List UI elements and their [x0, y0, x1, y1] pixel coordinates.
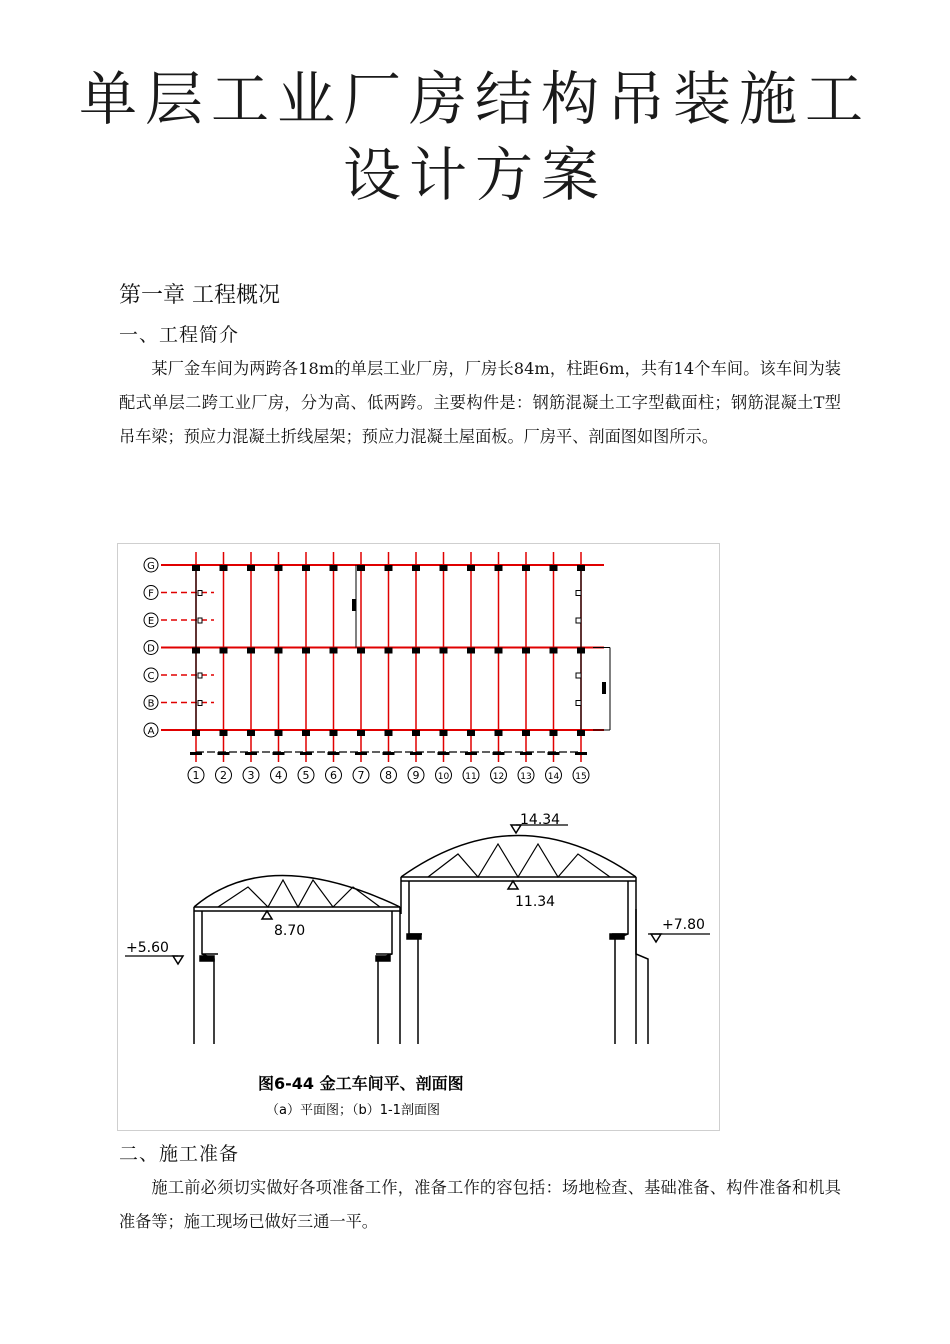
elevation-right-wall-label: +7.80 [662, 917, 705, 933]
plan-column-mark [577, 730, 585, 736]
section-heading-overview: 一、工程简介 [119, 324, 240, 346]
plan-column-mark [440, 565, 448, 571]
plan-column-mark [275, 730, 283, 736]
plan-column-mark [330, 648, 338, 654]
crane-beam-right [610, 934, 624, 939]
plan-view-drawing [144, 552, 610, 783]
low-span-truss-web [218, 880, 380, 907]
plan-column-mark [385, 648, 393, 654]
column-axis-label: 12 [492, 772, 505, 782]
plan-and-section-figure [117, 543, 720, 1131]
column-axis-label: 14 [547, 772, 560, 782]
section-heading-preparation: 二、施工准备 [119, 1143, 240, 1165]
plan-column-mark [247, 648, 255, 654]
preparation-paragraph: 施工前必须切实做好各项准备工作，准备工作的容包括：场地检查、基础准备、构件准备和机具准备等；施工现场已做好三通一平。 [119, 1178, 841, 1231]
column-axis-label: 8 [385, 769, 392, 782]
plan-column-mark [495, 730, 503, 736]
plan-column-mark [275, 648, 283, 654]
plan-column-mark [550, 648, 558, 654]
row-axis-label: F [148, 588, 154, 600]
figure-caption-sub: （a）平面图；（b）1-1剖面图 [266, 1103, 440, 1118]
row-axis-label: E [147, 616, 155, 627]
elevation-low-bottom-label: 8.70 [274, 923, 306, 939]
row-axis-label: C [147, 671, 155, 682]
plan-column-mark [357, 648, 365, 654]
plan-column-mark [330, 565, 338, 571]
plan-column-mark [550, 730, 558, 736]
plan-column-mark [440, 730, 448, 736]
high-span-middle-column [401, 877, 422, 1044]
plan-column-mark [495, 565, 503, 571]
section-cut-mark [602, 682, 606, 694]
plan-column-mark [412, 648, 420, 654]
plan-column-mark [247, 730, 255, 736]
plan-column-mark [302, 565, 310, 571]
crane-beam-middle-right [407, 934, 421, 939]
high-span-right-column [612, 877, 636, 1044]
plan-column-mark [467, 730, 475, 736]
plan-column-mark [550, 565, 558, 571]
column-axis-label: 3 [247, 769, 255, 782]
column-axis-label: 2 [220, 769, 227, 782]
plan-column-mark [440, 648, 448, 654]
row-axis-label: B [147, 698, 155, 710]
high-span-truss-web [428, 844, 610, 877]
document-title-line-2: 设计方案 [342, 141, 607, 209]
column-axis-label: 6 [330, 769, 337, 782]
column-axis-label: 13 [520, 772, 532, 782]
plan-column-mark [412, 730, 420, 736]
row-axis-label: A [147, 726, 155, 737]
figure-caption-main: 图6-44 金工车间平、剖面图 [258, 1074, 464, 1093]
chapter-heading: 第一章 工程概况 [119, 283, 280, 308]
plan-column-mark [522, 565, 530, 571]
plan-column-mark [302, 730, 310, 736]
low-span-middle-column [376, 907, 400, 1044]
elevation-high-top-label: 14.34 [520, 812, 561, 828]
crane-beam-middle-left [376, 956, 390, 961]
plan-column-mark [522, 730, 530, 736]
plan-column-mark [192, 730, 200, 736]
plan-column-mark [302, 648, 310, 654]
plan-column-mark [357, 730, 365, 736]
overview-paragraph: 某厂金车间为两跨各18m的单层工业厂房，厂房长84m，柱距6m，共有14个车间。该车间为装配式单层二跨工业厂房，分为高、低两跨。主要构件是：钢筋混凝土工字型截面柱；钢筋混凝土T型吊车梁；预应力混凝土折线屋架；预应力混凝土屋面板。厂房平、剖面图如图所示。 [119, 359, 841, 446]
plan-column-mark [385, 730, 393, 736]
plan-column-mark [495, 648, 503, 654]
elevation-high-bottom-label: 11.34 [515, 894, 556, 910]
column-axis-label: 7 [357, 769, 365, 782]
section-view-drawing [125, 825, 710, 1044]
column-axis-label: 5 [302, 769, 310, 782]
plan-column-mark [357, 565, 365, 571]
plan-column-mark [385, 565, 393, 571]
elevation-left-wall-label: +5.60 [126, 940, 169, 956]
column-axis-label: 15 [575, 772, 587, 782]
low-span-left-column [194, 907, 218, 1044]
plan-column-mark [330, 730, 338, 736]
high-span-outer-wall [636, 909, 648, 1044]
plan-column-mark [467, 648, 475, 654]
crane-beam-left [200, 956, 214, 961]
column-axis-label: 11 [465, 772, 477, 782]
plan-column-mark [247, 565, 255, 571]
plan-column-mark [220, 648, 228, 654]
column-axis-label: 4 [275, 769, 282, 782]
row-axis-label: G [147, 561, 155, 572]
row-axis-label: D [147, 643, 155, 655]
column-axis-label: 1 [192, 769, 200, 782]
plan-column-mark [412, 565, 420, 571]
document-title-line-1: 单层工业厂房结构吊装施工 [78, 65, 871, 133]
plan-column-mark [275, 565, 283, 571]
plan-column-mark [220, 730, 228, 736]
column-axis-label: 10 [437, 772, 450, 782]
plan-column-mark [467, 565, 475, 571]
plan-column-mark [522, 648, 530, 654]
plan-column-mark [220, 565, 228, 571]
column-axis-label: 9 [412, 769, 420, 782]
